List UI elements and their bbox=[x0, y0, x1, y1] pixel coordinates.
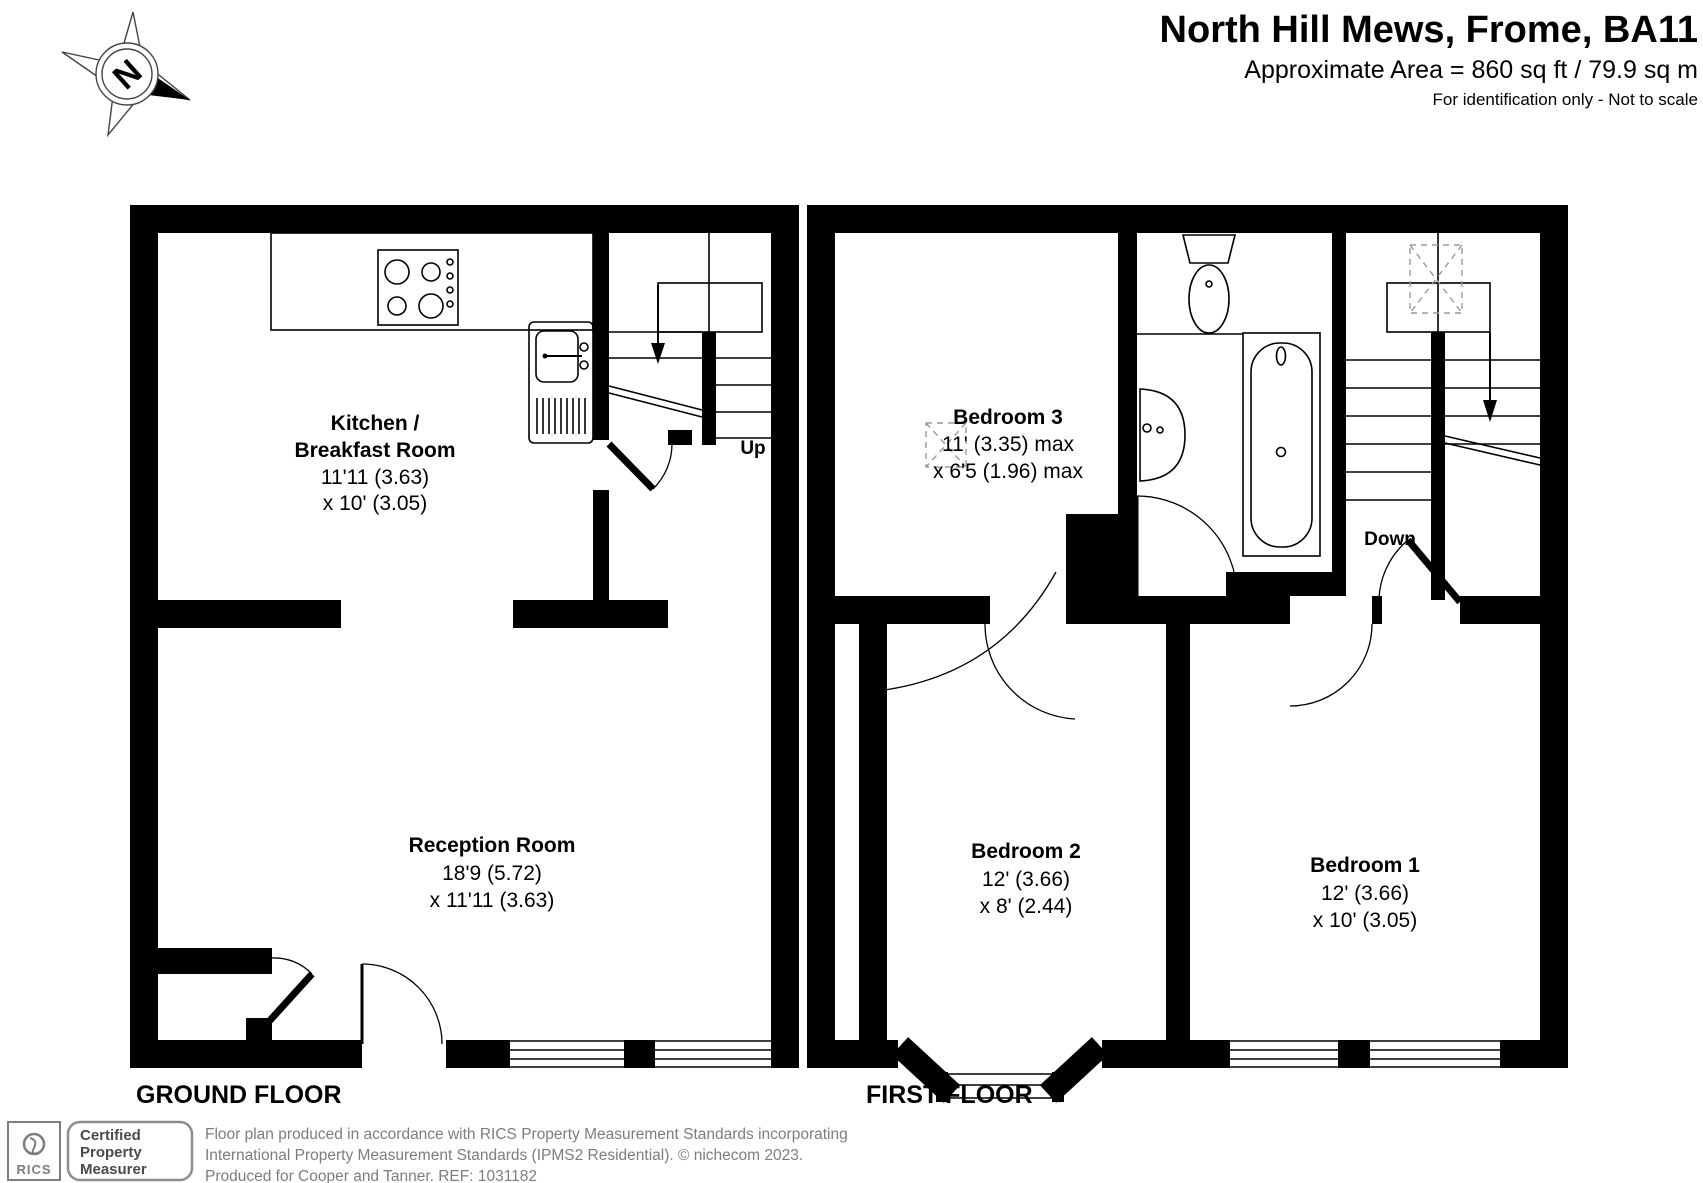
entry-opening bbox=[362, 1038, 446, 1070]
area-text: Approximate Area = 860 sq ft / 79.9 sq m bbox=[1244, 56, 1698, 84]
bedroom1-label bbox=[1310, 854, 1420, 932]
svg-text:12' (3.66): 12' (3.66) bbox=[1320, 882, 1410, 905]
svg-text:11'11 (3.63): 11'11 (3.63) bbox=[320, 466, 430, 489]
footer-line-1: Floor plan produced in accordance with RICS Property Measurement Standards incorporating bbox=[205, 1126, 848, 1143]
loft-hatch-icon bbox=[1410, 245, 1462, 313]
footer bbox=[8, 1122, 848, 1183]
sink-drainer bbox=[537, 398, 585, 434]
stairs-up-label: Up bbox=[740, 438, 766, 459]
header bbox=[1160, 9, 1698, 109]
svg-text:Bedroom 1: Bedroom 1 bbox=[1310, 854, 1420, 877]
svg-text:x 8' (2.44): x 8' (2.44) bbox=[979, 895, 1073, 918]
sink-icon bbox=[529, 322, 593, 443]
svg-text:11' (3.35) max: 11' (3.35) max bbox=[941, 433, 1075, 456]
toilet-icon bbox=[1183, 235, 1235, 333]
bedroom3-door-icon bbox=[868, 572, 1056, 692]
rics-logo-text: RICS bbox=[16, 1162, 52, 1177]
svg-text:x 10' (3.05): x 10' (3.05) bbox=[1312, 909, 1418, 932]
ground-floor-plan bbox=[130, 205, 799, 1070]
badge-line: Measurer bbox=[80, 1161, 147, 1178]
scale-note: For identification only - Not to scale bbox=[1432, 90, 1698, 109]
page-title: North Hill Mews, Frome, BA11 bbox=[1159, 9, 1698, 51]
svg-text:Kitchen /: Kitchen / bbox=[330, 412, 420, 435]
stairs-down-label: Down bbox=[1364, 529, 1416, 550]
footer-line-3: Produced for Cooper and Tanner. REF: 1031182 bbox=[205, 1168, 538, 1183]
svg-text:x 6'5 (1.96) max: x 6'5 (1.96) max bbox=[933, 460, 1083, 483]
bedroom3-label bbox=[933, 406, 1083, 483]
first-floor-plan bbox=[807, 205, 1568, 1102]
basin-icon bbox=[1140, 389, 1185, 481]
compass-north-letter: N bbox=[105, 52, 150, 98]
ground-outer-walls bbox=[130, 205, 799, 1068]
svg-text:x 11'11 (3.63): x 11'11 (3.63) bbox=[429, 889, 555, 912]
svg-text:18'9 (5.72): 18'9 (5.72) bbox=[442, 862, 542, 885]
stairs-direction-arrow bbox=[651, 343, 665, 364]
badge-line: Property bbox=[80, 1144, 142, 1161]
bathroom-door-icon bbox=[1137, 496, 1237, 596]
ground-floor-caption: GROUND FLOOR bbox=[136, 1081, 342, 1109]
rics-logo bbox=[8, 1122, 60, 1180]
window-icon bbox=[655, 1040, 771, 1068]
bedroom1-door-icon bbox=[1290, 624, 1372, 706]
entry-door-icon bbox=[362, 964, 442, 1044]
svg-text:Bedroom 2: Bedroom 2 bbox=[971, 840, 1081, 863]
window-icon bbox=[1370, 1040, 1500, 1068]
staircase-up bbox=[609, 233, 771, 459]
stairs-direction-arrow bbox=[1483, 400, 1497, 422]
compass-icon bbox=[62, 12, 190, 135]
kitchen-door-icon bbox=[609, 444, 672, 489]
kitchen-label bbox=[294, 412, 455, 515]
footer-line-2: International Property Measurement Standards (IPMS2 Residential). © nichecom 2023. bbox=[205, 1147, 804, 1164]
certification-badge bbox=[68, 1122, 192, 1180]
window-icon bbox=[1230, 1040, 1338, 1068]
footer-disclaimer bbox=[205, 1126, 848, 1183]
reception-label bbox=[409, 834, 576, 912]
first-interior-walls bbox=[835, 233, 1540, 1068]
first-floor-caption: FIRST FLOOR bbox=[866, 1081, 1033, 1109]
svg-text:12' (3.66): 12' (3.66) bbox=[981, 868, 1071, 891]
svg-text:Reception Room: Reception Room bbox=[408, 834, 576, 857]
bedroom2-door-icon bbox=[985, 624, 1075, 719]
window-icon bbox=[510, 1040, 624, 1068]
badge-line: Certified bbox=[80, 1127, 141, 1144]
svg-text:Breakfast Room: Breakfast Room bbox=[294, 439, 456, 462]
svg-text:Bedroom 3: Bedroom 3 bbox=[953, 406, 1063, 429]
bedroom2-label bbox=[971, 840, 1081, 918]
svg-text:x 10' (3.05): x 10' (3.05) bbox=[322, 492, 428, 515]
ground-interior-walls bbox=[158, 233, 716, 1040]
hob-icon bbox=[378, 250, 458, 325]
bathtub-icon bbox=[1137, 333, 1320, 556]
